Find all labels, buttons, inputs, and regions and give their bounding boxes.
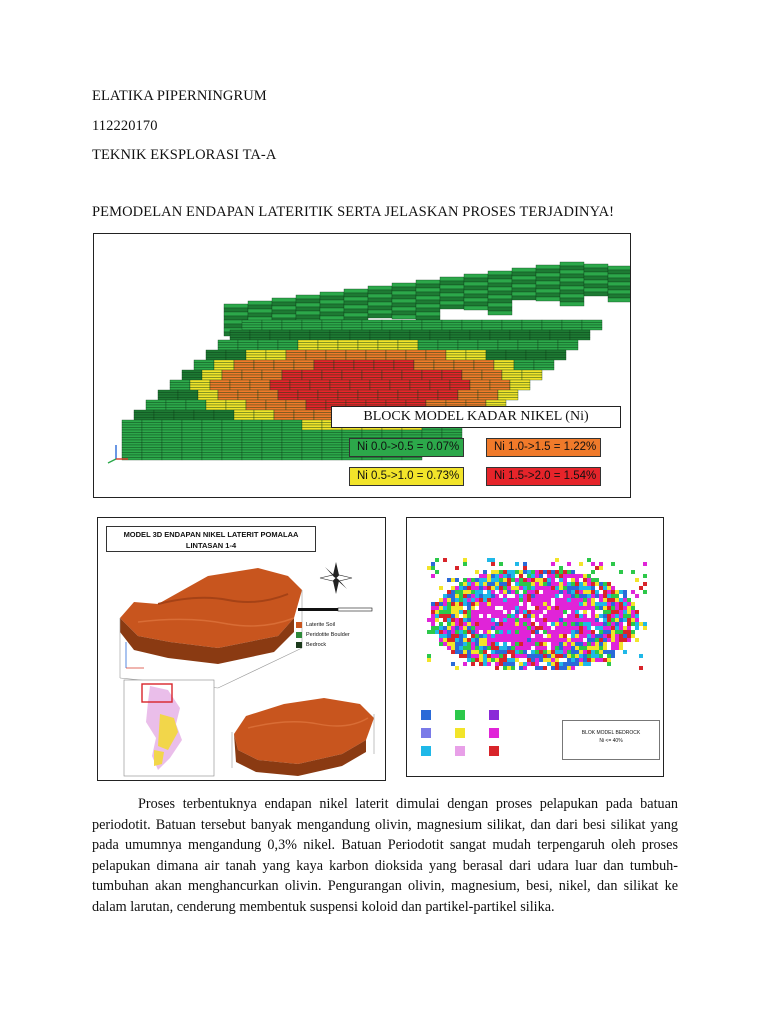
program-name: TEKNIK EKSPLORASI TA-A — [92, 147, 277, 163]
map-title-box — [562, 720, 660, 760]
bedrock-block-model-figure — [406, 517, 664, 777]
student-id: 112220170 — [92, 118, 158, 134]
map-title: BLOK MODEL BEDROCK — [581, 730, 641, 736]
lithology-legend-item — [296, 640, 378, 650]
legend-label: Ni 0.5->1.0 = 0.73% — [357, 470, 460, 482]
map-subtitle: Ni <= 40% — [599, 738, 623, 744]
author-name: ELATIKA PIPERNINGRUM — [92, 88, 267, 104]
nickel-grade-legend — [331, 406, 621, 492]
legend-label: Bedrock — [306, 642, 327, 648]
block-model-figure — [93, 233, 631, 498]
legend-label: Peridotite Boulder — [306, 632, 350, 638]
legend-label: Laterite Soil — [306, 622, 336, 628]
legend-title: BLOCK MODEL KADAR NIKEL (Ni) — [331, 406, 621, 428]
legend-label: Ni 0.0->0.5 = 0.07% — [357, 441, 460, 453]
model-title: MODEL 3D ENDAPAN NIKEL LATERIT POMALAA — [123, 530, 299, 539]
legend-label: Ni 1.5->2.0 = 1.54% — [494, 470, 597, 482]
legend-item-orange — [486, 438, 601, 457]
question-title: PEMODELAN ENDAPAN LATERITIK SERTA JELASKAN PROSES TERJADINYA! — [92, 204, 615, 220]
legend-label: Ni 1.0->1.5 = 1.22% — [494, 441, 597, 453]
model-subtitle: LINTASAN 1-4 — [185, 541, 237, 550]
legend-item-green — [349, 438, 464, 457]
lithology-legend-item — [296, 620, 378, 630]
lithology-legend — [296, 620, 378, 650]
axis-triad-icon — [104, 439, 134, 469]
lithology-legend-item — [296, 630, 378, 640]
body-paragraph — [92, 794, 678, 918]
legend-item-red — [486, 467, 601, 486]
pomalaa-3d-model-figure — [97, 517, 386, 781]
legend-item-yellow — [349, 467, 464, 486]
paragraph-text: Proses terbentuknya endapan nikel laterit dimulai dengan proses pelapukan pada batuan periodotit. Batuan tersebut banyak mengandung olivin, magnesium silikat, dan dari besi silikat yang pada umumnya mengandung 0,3% nikel. Batuan Periodotit sangat mudah terpengaruh oleh proses pelapukan dimana air tanah yang kaya karbon dioksida yang berasal dari udara luar dan tumbuh-tumbuhan akan menghancurkan olivin. Pengurangan olivin, magnesium, besi, nikel, dan silikat ke dalam larutan, cenderung membentuk suspensi koloid dan partikel-partikel silika. — [92, 796, 678, 915]
